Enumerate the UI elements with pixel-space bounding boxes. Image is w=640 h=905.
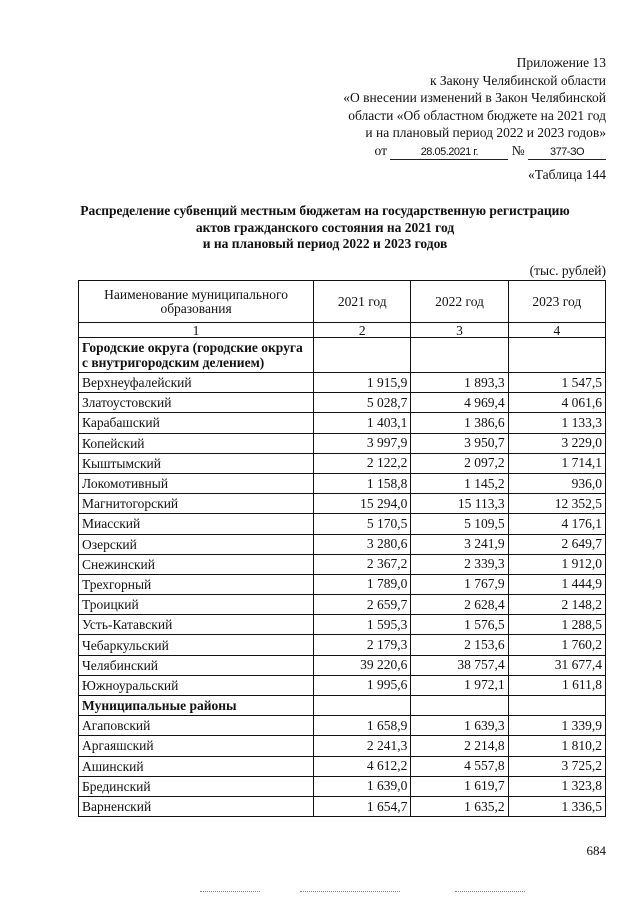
municipality-name: Усть-Катавский bbox=[79, 615, 314, 635]
table-row bbox=[79, 595, 606, 615]
value-2023: 3 725,2 bbox=[508, 756, 605, 776]
value-2023: 1 547,5 bbox=[508, 373, 605, 393]
value-2021: 4 612,2 bbox=[314, 756, 411, 776]
value-2023: 31 677,4 bbox=[508, 655, 605, 675]
document-title bbox=[40, 203, 610, 253]
municipality-name: Трехгорный bbox=[79, 574, 314, 594]
value-2023: 1 444,9 bbox=[508, 574, 605, 594]
municipality-name: Златоустовский bbox=[79, 393, 314, 413]
municipality-name: Челябинский bbox=[79, 655, 314, 675]
table-row bbox=[79, 796, 606, 816]
scan-artifact bbox=[455, 891, 525, 893]
value-2021: 2 241,3 bbox=[314, 736, 411, 756]
municipality-name: Копейский bbox=[79, 433, 314, 453]
municipality-name: Снежинский bbox=[79, 554, 314, 574]
value-2022: 2 214,8 bbox=[411, 736, 508, 756]
value-2022: 3 241,9 bbox=[411, 534, 508, 554]
value-2023: 1 336,5 bbox=[508, 796, 605, 816]
value-2023: 1 323,8 bbox=[508, 776, 605, 796]
value-2023: 12 352,5 bbox=[508, 494, 605, 514]
value-2022: 2 628,4 bbox=[411, 595, 508, 615]
value-2021: 2 122,2 bbox=[314, 453, 411, 473]
column-number: 3 bbox=[411, 323, 508, 338]
municipality-name: Локомотивный bbox=[79, 473, 314, 493]
table-body bbox=[79, 338, 606, 817]
value-2022: 5 109,5 bbox=[411, 514, 508, 534]
value-2021: 1 658,9 bbox=[314, 716, 411, 736]
header-municipality: Наименование муниципального образования bbox=[79, 281, 314, 323]
value-2023: 1 133,3 bbox=[508, 413, 605, 433]
column-number: 2 bbox=[314, 323, 411, 338]
value-2023: 3 229,0 bbox=[508, 433, 605, 453]
value-2022: 4 969,4 bbox=[411, 393, 508, 413]
value-2022: 2 097,2 bbox=[411, 453, 508, 473]
table-row bbox=[79, 776, 606, 796]
title-line: Распределение субвенций местным бюджетам на государственную регистрацию bbox=[80, 203, 570, 218]
section-title-municipal-districts: Муниципальные районы bbox=[79, 696, 314, 716]
value-2021: 1 995,6 bbox=[314, 675, 411, 695]
municipality-name: Чебаркульский bbox=[79, 635, 314, 655]
table-row bbox=[79, 554, 606, 574]
subventions-table bbox=[78, 280, 606, 817]
municipality-name: Брединский bbox=[79, 776, 314, 796]
value-2022: 1 972,1 bbox=[411, 675, 508, 695]
value-2023: 4 061,6 bbox=[508, 393, 605, 413]
value-2022: 1 639,3 bbox=[411, 716, 508, 736]
table-row bbox=[79, 635, 606, 655]
value-2021: 1 595,3 bbox=[314, 615, 411, 635]
title-line: актов гражданского состояния на 2021 год bbox=[195, 219, 455, 235]
table-row bbox=[79, 716, 606, 736]
header-row bbox=[79, 281, 606, 323]
municipality-name: Верхнеуфалейский bbox=[79, 373, 314, 393]
table-row bbox=[79, 453, 606, 473]
value-2022: 1 145,2 bbox=[411, 473, 508, 493]
value-2021: 3 280,6 bbox=[314, 534, 411, 554]
table-row bbox=[79, 534, 606, 554]
table-row bbox=[79, 615, 606, 635]
appendix-line: к Закону Челябинской области bbox=[429, 72, 606, 88]
table-row bbox=[79, 574, 606, 594]
municipality-name: Агаповский bbox=[79, 716, 314, 736]
municipality-name: Миасский bbox=[79, 514, 314, 534]
header-2021: 2021 год bbox=[314, 281, 411, 323]
units-label: (тыс. рублей) bbox=[529, 263, 606, 278]
value-2023: 2 649,7 bbox=[508, 534, 605, 554]
value-2023: 1 810,2 bbox=[508, 736, 605, 756]
value-2021: 15 294,0 bbox=[314, 494, 411, 514]
municipality-name: Магнитогорский bbox=[79, 494, 314, 514]
value-2023: 1 288,5 bbox=[508, 615, 605, 635]
date-field bbox=[390, 144, 508, 160]
appendix-line: Приложение 13 bbox=[516, 55, 606, 70]
value-2021: 1 654,7 bbox=[314, 796, 411, 816]
municipality-name: Варненский bbox=[79, 796, 314, 816]
title-line: и на плановый период 2022 и 2023 годов bbox=[202, 236, 448, 251]
value-2023: 2 148,2 bbox=[508, 595, 605, 615]
section-title-urban-districts: Городские округа (городские округа с внутригородским делением) bbox=[79, 338, 314, 373]
appendix-line: области «Об областном бюджете на 2021 год bbox=[348, 107, 606, 123]
value-2023: 1 714,1 bbox=[508, 453, 605, 473]
value-2021: 1 915,9 bbox=[314, 373, 411, 393]
municipality-name: Озерский bbox=[79, 534, 314, 554]
table-row bbox=[79, 514, 606, 534]
table-row bbox=[79, 413, 606, 433]
value-2021: 1 789,0 bbox=[314, 574, 411, 594]
value-2022: 2 339,3 bbox=[411, 554, 508, 574]
table-row bbox=[79, 473, 606, 493]
table-row bbox=[79, 675, 606, 695]
table-row bbox=[79, 433, 606, 453]
value-2021: 2 179,3 bbox=[314, 635, 411, 655]
value-2023: 1 611,8 bbox=[508, 675, 605, 695]
column-number: 4 bbox=[508, 323, 605, 338]
scan-artifact bbox=[200, 891, 260, 893]
value-2022: 1 576,5 bbox=[411, 615, 508, 635]
section-header-row bbox=[79, 338, 606, 373]
value-2021: 1 158,8 bbox=[314, 473, 411, 493]
header-2022: 2022 год bbox=[411, 281, 508, 323]
number-value: 377-ЗО bbox=[549, 145, 585, 158]
scan-artifact bbox=[300, 891, 400, 893]
appendix-line: и на плановый период 2022 и 2023 годов» bbox=[365, 125, 606, 140]
municipality-name: Южноуральский bbox=[79, 675, 314, 695]
value-2021: 5 170,5 bbox=[314, 514, 411, 534]
column-number-row bbox=[79, 323, 606, 338]
column-number: 1 bbox=[79, 323, 314, 338]
value-2023: 1 760,2 bbox=[508, 635, 605, 655]
value-2022: 38 757,4 bbox=[411, 655, 508, 675]
section-header-row bbox=[79, 696, 606, 716]
value-2022: 1 893,3 bbox=[411, 373, 508, 393]
table-row bbox=[79, 736, 606, 756]
municipality-name: Кыштымский bbox=[79, 453, 314, 473]
table-reference: «Таблица 144 bbox=[528, 167, 606, 182]
value-2022: 4 557,8 bbox=[411, 756, 508, 776]
table-row bbox=[79, 393, 606, 413]
appendix-header bbox=[343, 54, 606, 160]
value-2023: 4 176,1 bbox=[508, 514, 605, 534]
value-2021: 2 659,7 bbox=[314, 595, 411, 615]
date-value: 28.05.2021 г. bbox=[420, 145, 479, 158]
value-2021: 3 997,9 bbox=[314, 433, 411, 453]
value-2022: 1 386,6 bbox=[411, 413, 508, 433]
date-prefix: от bbox=[374, 142, 387, 158]
table-row bbox=[79, 655, 606, 675]
number-prefix: № bbox=[511, 142, 525, 158]
value-2022: 15 113,3 bbox=[411, 494, 508, 514]
value-2023: 1 339,9 bbox=[508, 716, 605, 736]
municipality-name: Троицкий bbox=[79, 595, 314, 615]
number-field bbox=[528, 144, 606, 160]
municipality-name: Карабашский bbox=[79, 413, 314, 433]
municipality-name: Ашинский bbox=[79, 756, 314, 776]
value-2021: 1 639,0 bbox=[314, 776, 411, 796]
value-2021: 39 220,6 bbox=[314, 655, 411, 675]
table-row bbox=[79, 373, 606, 393]
value-2023: 1 912,0 bbox=[508, 554, 605, 574]
value-2022: 1 635,2 bbox=[411, 796, 508, 816]
date-number-line bbox=[343, 142, 606, 160]
header-2023: 2023 год bbox=[508, 281, 605, 323]
value-2021: 2 367,2 bbox=[314, 554, 411, 574]
page-number: 684 bbox=[586, 843, 606, 858]
municipality-name: Аргаяшский bbox=[79, 736, 314, 756]
table-row bbox=[79, 494, 606, 514]
appendix-line: «О внесении изменений в Закон Челябинской bbox=[343, 90, 606, 105]
value-2021: 5 028,7 bbox=[314, 393, 411, 413]
value-2022: 1 767,9 bbox=[411, 574, 508, 594]
value-2022: 3 950,7 bbox=[411, 433, 508, 453]
table-row bbox=[79, 756, 606, 776]
value-2022: 1 619,7 bbox=[411, 776, 508, 796]
value-2022: 2 153,6 bbox=[411, 635, 508, 655]
value-2021: 1 403,1 bbox=[314, 413, 411, 433]
value-2023: 936,0 bbox=[508, 473, 605, 493]
